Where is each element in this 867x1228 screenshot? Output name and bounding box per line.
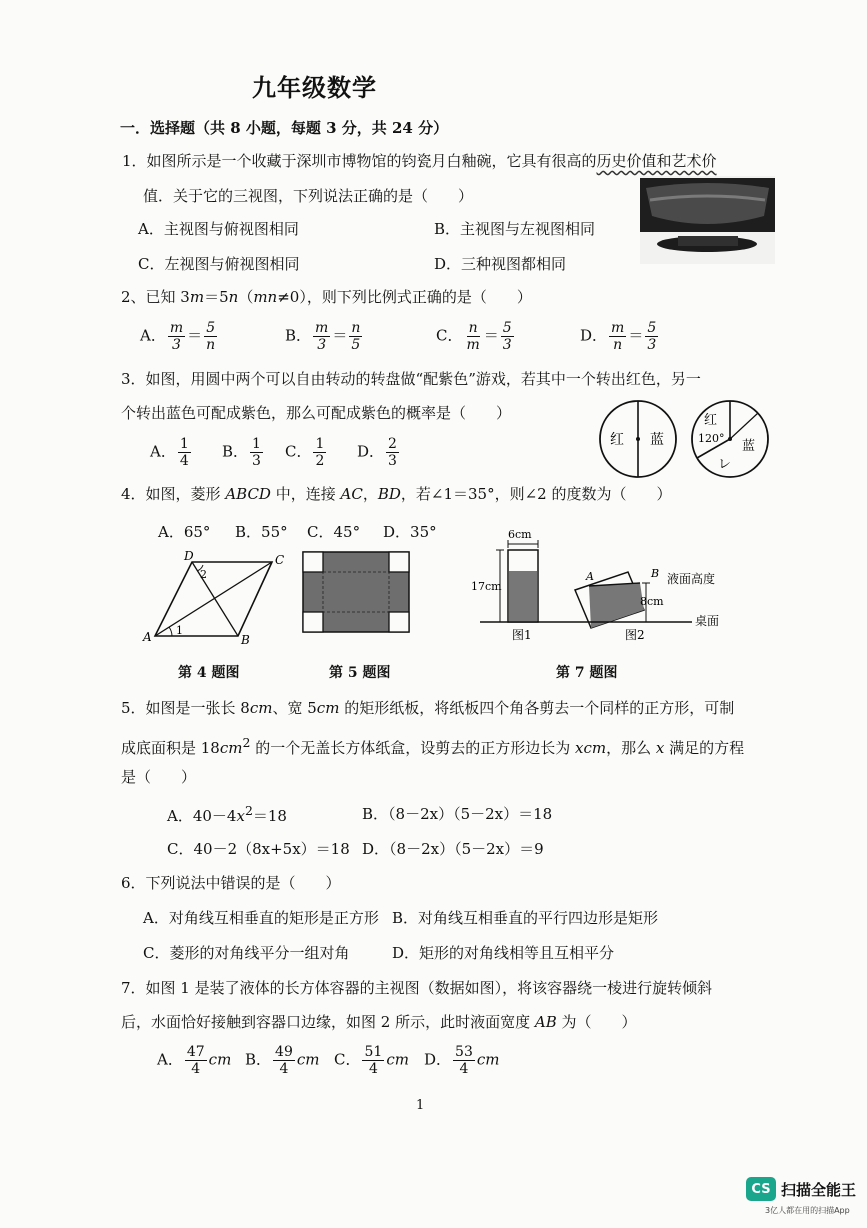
frac-num: 49 [275, 1044, 293, 1060]
frac-num: 53 [455, 1044, 473, 1060]
point-b: B [651, 567, 660, 580]
q7-c-label: C． [334, 1050, 361, 1069]
q2-c-left-frac [464, 320, 481, 353]
fig-width-label: 6cm [508, 528, 532, 541]
unit: cm [386, 1050, 409, 1069]
q1-option-c[interactable]: C．左视图与俯视图相同 [138, 255, 300, 273]
container-figure [470, 526, 730, 646]
frac-den: 3 [388, 453, 397, 469]
frac-num: 5 [206, 320, 216, 336]
q2-c-right-frac [501, 320, 514, 353]
q5-a-var: x [236, 807, 245, 825]
frac-den: 4 [191, 1061, 201, 1077]
q2-option-c[interactable] [436, 320, 516, 353]
fig5-caption: 第 5 题图 [329, 665, 391, 681]
q6-option-d[interactable]: D．矩形的对角线相等且互相平分 [392, 944, 615, 962]
fig-liquid-label: 液面高度 [667, 572, 716, 586]
frac-num: 5 [647, 320, 657, 336]
q5-line2 [121, 733, 744, 758]
scanner-tagline: 3亿人都在用的扫描App [765, 1206, 850, 1215]
q7-b-label: B． [245, 1050, 272, 1069]
q7-option-b[interactable] [245, 1044, 319, 1077]
q5-a-sup: 2 [244, 803, 253, 818]
q4-option-d[interactable]: D．35° [383, 523, 437, 541]
q7-a-frac [185, 1044, 207, 1077]
q4-text-c: ， [362, 485, 378, 503]
q3-line2: 个转出蓝色可配成紫色，那么可配成紫色的概率是（ ） [121, 404, 512, 422]
page-number: 1 [416, 1098, 425, 1113]
q2-text-b: ＝5 [204, 288, 229, 306]
frac-den: 2 [315, 453, 325, 469]
q3-option-a[interactable] [150, 436, 193, 469]
q7-option-a[interactable] [157, 1044, 231, 1077]
frac-den: 3 [647, 337, 657, 353]
q5-text-f: ，那么 [606, 739, 656, 757]
q4-var-bd: BD [377, 485, 401, 503]
q7-option-c[interactable] [334, 1044, 409, 1077]
q3-d-label: D． [357, 442, 385, 461]
q3-a-frac [178, 436, 191, 469]
q2-a-label: A． [140, 326, 166, 345]
q5-text-a: 5．如图是一张长 8 [121, 699, 250, 717]
angle-2: 2 [200, 568, 207, 581]
unit: cm [476, 1050, 500, 1069]
q5-option-c[interactable]: C．40－2（8x+5x）＝18 [167, 840, 350, 858]
q1-text: 1．如图所示是一个收藏于深圳市博物馆的钧瓷月白釉碗，它具有很高的 [122, 152, 597, 170]
q2-text-c: （ [238, 288, 254, 306]
q2-option-a[interactable] [140, 320, 219, 353]
q3-c-label: C． [285, 442, 312, 461]
q5-unit-3: cm [219, 739, 243, 757]
frac-num: m [611, 320, 625, 336]
fig-table-label: 桌面 [695, 614, 720, 628]
q1-option-a[interactable]: A．主视图与俯视图相同 [138, 220, 299, 238]
spinner1-blue: 蓝 [650, 432, 664, 448]
q5-option-a[interactable] [167, 803, 287, 826]
frac-num: 47 [186, 1044, 205, 1060]
frac-num: m [169, 320, 184, 336]
q2-option-d[interactable] [580, 320, 660, 353]
q3-line1: 3．如图，用圆中两个可以自由转动的转盘做“配紫色”游戏，若其中一个转出红色，另一 [121, 370, 701, 388]
frac-den: 4 [179, 453, 189, 469]
q2-stem [121, 287, 532, 307]
q2-b-left-frac [313, 320, 330, 353]
q5-line3: 是（ ） [121, 768, 197, 786]
spinner-figure [596, 396, 776, 482]
spinner1-red: 红 [610, 432, 624, 448]
q5-option-d[interactable]: D．（8－2x）（5－2x）＝9 [362, 840, 544, 858]
q4-text-a: 4．如图，菱形 [121, 485, 226, 503]
q2-b-right-frac [349, 320, 362, 353]
q5-var-xcm: xcm [574, 739, 607, 757]
frac-den: m [466, 337, 480, 353]
q2-text-a: 2、已知 3 [121, 288, 190, 306]
frac-den: 4 [459, 1061, 469, 1077]
fig7-caption: 第 7 题图 [556, 665, 618, 681]
q5-sup: 2 [242, 735, 251, 750]
q3-option-d[interactable] [357, 436, 401, 469]
frac-den: 3 [317, 337, 327, 353]
bowl-photo [640, 176, 775, 264]
q4-stem [121, 484, 671, 504]
frac-den: 5 [351, 337, 361, 353]
frac-num: 1 [179, 436, 189, 452]
spinner2-angle: 120° [698, 432, 725, 445]
q7-text-b: 为（ ） [556, 1013, 637, 1031]
q1-option-b[interactable]: B．主视图与左视图相同 [434, 220, 596, 238]
q3-c-frac [313, 436, 326, 469]
spinner2-mark: レ [718, 457, 732, 472]
frac-num: n [351, 320, 361, 336]
q2-d-label: D． [580, 326, 608, 345]
q2-c-label: C． [436, 326, 463, 345]
q1-option-d[interactable]: D．三种视图都相同 [434, 255, 567, 273]
vertex-c: C [275, 553, 285, 567]
q3-a-label: A． [150, 442, 176, 461]
q5-unit-2: cm [316, 699, 340, 717]
q7-var-ab: AB [534, 1013, 557, 1031]
q7-a-label: A． [157, 1050, 183, 1069]
q2-var-n: n [228, 288, 239, 306]
frac-num: n [468, 320, 478, 336]
unit: cm [296, 1050, 320, 1069]
q5-a-rest: ＝18 [252, 807, 287, 825]
point-a: A [586, 570, 594, 583]
equals: ＝ [628, 326, 644, 345]
frac-num: 1 [315, 436, 325, 452]
q3-option-c[interactable] [285, 436, 328, 469]
frac-den: 4 [279, 1061, 289, 1077]
scanner-watermark [746, 1177, 856, 1201]
q1-wavy-text: 历史价值和艺术价 [596, 152, 717, 170]
vertex-a: A [143, 630, 152, 644]
fig2-label: 图2 [625, 628, 645, 642]
frac-den: 4 [368, 1061, 378, 1077]
q2-var-mn: mn [253, 288, 278, 306]
q4-var-ac: AC [340, 485, 363, 503]
frac-den: n [613, 337, 623, 353]
q4-option-b[interactable]: B．55° [235, 523, 288, 541]
q7-line1: 7．如图 1 是装了液体的长方体容器的主视图（数据如图），将该容器绕一棱进行旋转倾斜 [121, 979, 713, 997]
page-title: 九年级数学 [252, 73, 377, 102]
unit: cm [208, 1050, 232, 1069]
q2-var-m: m [189, 288, 205, 306]
q7-c-frac [362, 1044, 384, 1077]
q4-option-a[interactable]: A．65° [158, 523, 211, 541]
q2-option-b[interactable] [285, 320, 364, 353]
q2-text-d: ≠0），则下列比例式正确的是（ ） [277, 288, 532, 306]
q6-stem: 6．下列说法中错误的是（ ） [121, 874, 341, 892]
q3-b-label: B． [222, 442, 249, 461]
q5-text-g: 满足的方程 [664, 739, 745, 757]
q7-option-d[interactable] [424, 1044, 499, 1077]
vertex-d: D [184, 549, 194, 563]
q2-b-label: B． [285, 326, 312, 345]
q5-a-text: A．40－4 [167, 807, 237, 825]
q7-d-label: D． [424, 1050, 452, 1069]
q7-d-frac [453, 1044, 475, 1077]
q2-a-right-frac [204, 320, 217, 353]
q5-text-d: 成底面积是 18 [121, 739, 220, 757]
frac-num: 5 [502, 320, 512, 336]
q2-d-left-frac [609, 320, 626, 353]
q7-line2 [121, 1012, 637, 1032]
q4-var-abcd: ABCD [225, 485, 271, 503]
q5-text-e: 的一个无盖长方体纸盒，设剪去的正方形边长为 [250, 739, 575, 757]
angle-1: 1 [176, 624, 183, 637]
spinner-1 [600, 401, 676, 477]
q3-option-b[interactable] [222, 436, 265, 469]
q5-var-x: x [655, 739, 665, 757]
frac-den: 3 [502, 337, 512, 353]
section-heading: 一．选择题（共 8 小题，每题 3 分，共 24 分） [120, 119, 449, 137]
fig4-caption: 第 4 题图 [178, 665, 240, 681]
rhombus-figure [140, 548, 290, 648]
q6-option-b[interactable]: B．对角线互相垂直的平行四边形是矩形 [392, 909, 659, 927]
q7-b-frac [273, 1044, 295, 1077]
q5-text-b: 、宽 5 [272, 699, 317, 717]
q5-option-b[interactable]: B．（8－2x）（5－2x）＝18 [362, 805, 553, 823]
frac-den: 3 [252, 453, 261, 469]
q1-line1 [122, 151, 717, 171]
spinner2-blue: 蓝 [742, 439, 756, 454]
fig1-label: 图1 [512, 628, 532, 642]
q1-line2: 值．关于它的三视图，下列说法正确的是（ ） [143, 187, 474, 205]
q2-d-right-frac [645, 320, 658, 353]
frac-den: n [206, 337, 216, 353]
q2-a-left-frac [168, 320, 185, 353]
fig-level-label: 8cm [640, 595, 664, 608]
q5-text-c: 的矩形纸板，将纸板四个角各剪去一个同样的正方形，可制 [339, 699, 735, 717]
q6-option-a[interactable]: A．对角线互相垂直的矩形是正方形 [143, 909, 379, 927]
frac-num: m [315, 320, 329, 336]
equals: ＝ [187, 326, 203, 345]
q5-unit-1: cm [249, 699, 273, 717]
spinner2-red: 红 [704, 413, 718, 428]
equals: ＝ [483, 326, 499, 345]
q4-option-c[interactable]: C．45° [307, 523, 361, 541]
scanner-app-name: 扫描全能王 [781, 1180, 857, 1199]
q5-line1 [121, 698, 734, 718]
fig-height-label: 17cm [471, 580, 502, 593]
spinner-2 [692, 401, 768, 477]
frac-num: 2 [388, 436, 397, 452]
q3-d-frac [386, 436, 399, 469]
q4-text-b: 中，连接 [270, 485, 341, 503]
frac-num: 51 [364, 1044, 383, 1060]
q3-b-frac [250, 436, 263, 469]
vertex-b: B [241, 633, 250, 647]
frac-num: 1 [252, 436, 261, 452]
equals: ＝ [332, 326, 348, 345]
scanner-logo-icon: CS [746, 1177, 776, 1201]
box-net-figure [301, 550, 411, 634]
q6-option-c[interactable]: C．菱形的对角线平分一组对角 [143, 944, 350, 962]
q7-text-a: 后，水面恰好接触到容器口边缘，如图 2 所示，此时液面宽度 [121, 1013, 535, 1031]
q4-text-d: ，若∠1＝35°，则∠2 的度数为（ ） [400, 485, 672, 503]
frac-den: 3 [172, 337, 181, 353]
